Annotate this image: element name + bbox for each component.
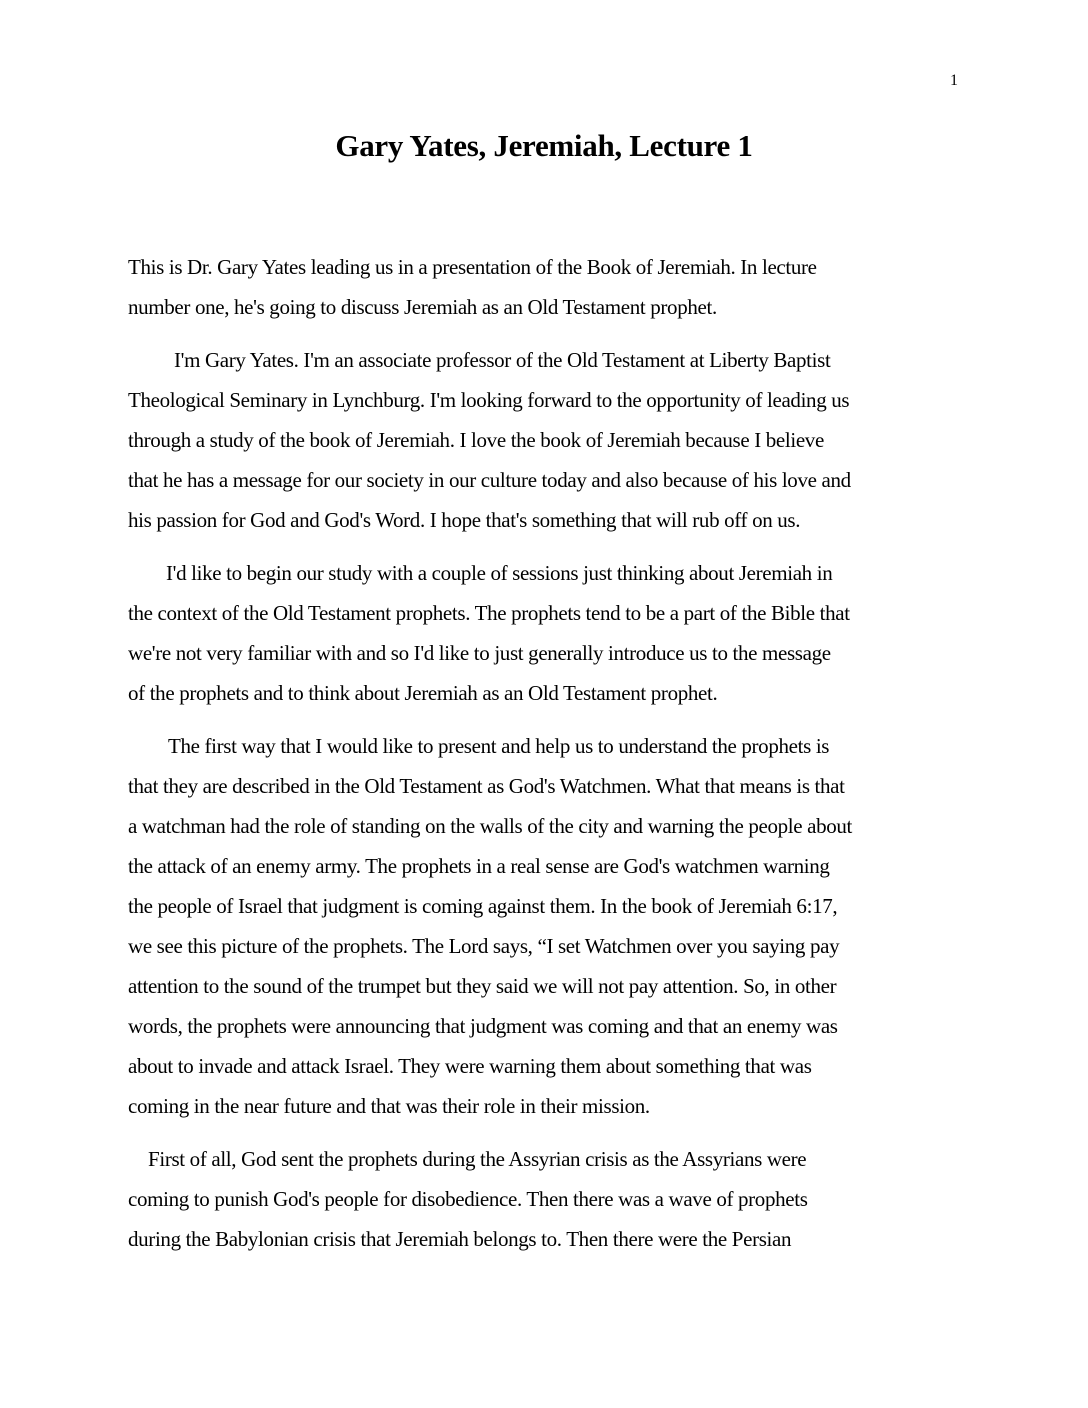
text-line: coming to punish God's people for disobedience. Then there was a wave of prophets: [128, 1187, 808, 1211]
text-line: the attack of an enemy army. The prophets in a real sense are God's watchmen warning: [128, 854, 830, 878]
paragraph: [128, 345, 978, 545]
text-line: a watchman had the role of standing on the walls of the city and warning the people about: [128, 814, 853, 838]
text-line: The first way that I would like to present and help us to understand the prophets is: [168, 734, 830, 758]
text-line: words, the prophets were announcing that judgment was coming and that an enemy was: [128, 1014, 838, 1038]
text-line: we're not very familiar with and so I'd like to just generally introduce us to the message: [128, 641, 831, 665]
text-line: First of all, God sent the prophets during the Assyrian crisis as the Assyrians were: [148, 1147, 807, 1171]
text-line: that they are described in the Old Testament as God's Watchmen. What that means is that: [128, 774, 845, 798]
text-line: I'd like to begin our study with a couple of sessions just thinking about Jeremiah in: [166, 561, 833, 585]
text-line: the context of the Old Testament prophets. The prophets tend to be a part of the Bible that: [128, 601, 850, 625]
text-line: of the prophets and to think about Jeremiah as an Old Testament prophet.: [128, 681, 718, 705]
document-body: [128, 252, 978, 1277]
text-line: number one, he's going to discuss Jeremiah as an Old Testament prophet.: [128, 295, 717, 319]
text-line: I'm Gary Yates. I'm an associate professor of the Old Testament at Liberty Baptist: [174, 348, 831, 372]
text-line: the people of Israel that judgment is coming against them. In the book of Jeremiah 6:17,: [128, 894, 838, 918]
paragraph: [128, 558, 978, 718]
text-line: attention to the sound of the trumpet but they said we will not pay attention. So, in other: [128, 974, 837, 998]
text-line: during the Babylonian crisis that Jeremiah belongs to. Then there were the Persian: [128, 1227, 792, 1251]
text-line: we see this picture of the prophets. The Lord says, “I set Watchmen over you saying pay: [128, 934, 840, 958]
text-line: coming in the near future and that was their role in their mission.: [128, 1094, 650, 1118]
text-line: that he has a message for our society in our culture today and also because of his love and: [128, 468, 851, 492]
text-line: about to invade and attack Israel. They were warning them about something that was: [128, 1054, 812, 1078]
document-title: Gary Yates, Jeremiah, Lecture 1: [335, 128, 753, 163]
text-line: This is Dr. Gary Yates leading us in a presentation of the Book of Jeremiah. In lecture: [128, 255, 817, 279]
text-line: his passion for God and God's Word. I hope that's something that will rub off on us.: [128, 508, 801, 532]
paragraph: [128, 731, 978, 1131]
paragraph: [128, 1144, 978, 1264]
page-number: 1: [950, 72, 958, 89]
paragraph-intro: [128, 252, 978, 332]
text-line: Theological Seminary in Lynchburg. I'm looking forward to the opportunity of leading us: [128, 388, 850, 412]
text-line: through a study of the book of Jeremiah. I love the book of Jeremiah because I believe: [128, 428, 824, 452]
